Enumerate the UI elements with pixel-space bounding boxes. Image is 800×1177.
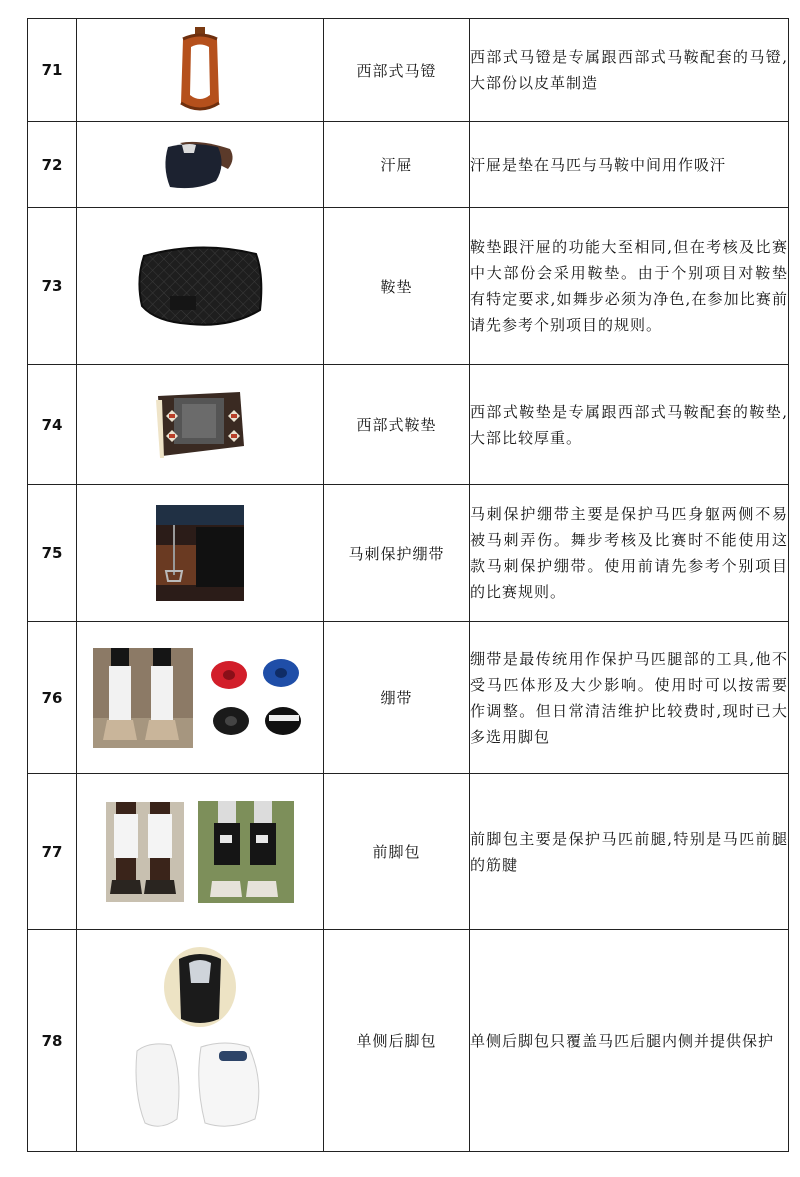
row-number: 75 [28, 485, 77, 622]
western-stirrup-image [77, 19, 324, 122]
row-number: 78 [28, 930, 77, 1152]
item-name: 西部式鞍垫 [324, 365, 470, 485]
item-name: 单侧后脚包 [324, 930, 470, 1152]
item-description: 前脚包主要是保护马匹前腿,特别是马匹前腿的筋腱 [470, 774, 789, 930]
item-name: 前脚包 [324, 774, 470, 930]
item-description: 鞍垫跟汗屉的功能大至相同,但在考核及比赛中大部份会采用鞍垫。由于个别项目对鞍垫有特定要求,如舞步必须为净色,在参加比赛前请先参考个别项目的规则。 [470, 208, 789, 365]
row-number: 74 [28, 365, 77, 485]
table-row [28, 19, 789, 122]
item-name: 马刺保护绷带 [324, 485, 470, 622]
equipment-table [27, 18, 789, 1152]
item-name: 西部式马镫 [324, 19, 470, 122]
table-row [28, 365, 789, 485]
row-number: 76 [28, 622, 77, 774]
spur-guard-image [77, 485, 324, 622]
bandages-image [77, 622, 324, 774]
western-saddle-pad-image [77, 365, 324, 485]
item-name: 汗屉 [324, 122, 470, 208]
sweat-pad-image [77, 122, 324, 208]
table-row [28, 208, 789, 365]
table-row [28, 622, 789, 774]
table-row [28, 930, 789, 1152]
row-number: 71 [28, 19, 77, 122]
hind-boots-image [77, 930, 324, 1152]
item-description: 马刺保护绷带主要是保护马匹身躯两侧不易被马刺弄伤。舞步考核及比赛时不能使用这款马刺保护绷带。使用前请先参考个别项目的比赛规则。 [470, 485, 789, 622]
table-row [28, 122, 789, 208]
item-description: 西部式鞍垫是专属跟西部式马鞍配套的鞍垫,大部比较厚重。 [470, 365, 789, 485]
item-description: 汗屉是垫在马匹与马鞍中间用作吸汗 [470, 122, 789, 208]
front-boots-image [77, 774, 324, 930]
quilted-saddle-pad-image [77, 208, 324, 365]
table-row [28, 774, 789, 930]
item-name: 鞍垫 [324, 208, 470, 365]
row-number: 77 [28, 774, 77, 930]
row-number: 72 [28, 122, 77, 208]
item-description: 绷带是最传统用作保护马匹腿部的工具,他不受马匹体形及大少影响。使用时可以按需要作调整。但日常清洁维护比较费时,现时已大多选用脚包 [470, 622, 789, 774]
table-row [28, 485, 789, 622]
item-name: 绷带 [324, 622, 470, 774]
row-number: 73 [28, 208, 77, 365]
item-description: 西部式马镫是专属跟西部式马鞍配套的马镫,大部份以皮革制造 [470, 19, 789, 122]
item-description: 单侧后脚包只覆盖马匹后腿内侧并提供保护 [470, 930, 789, 1152]
